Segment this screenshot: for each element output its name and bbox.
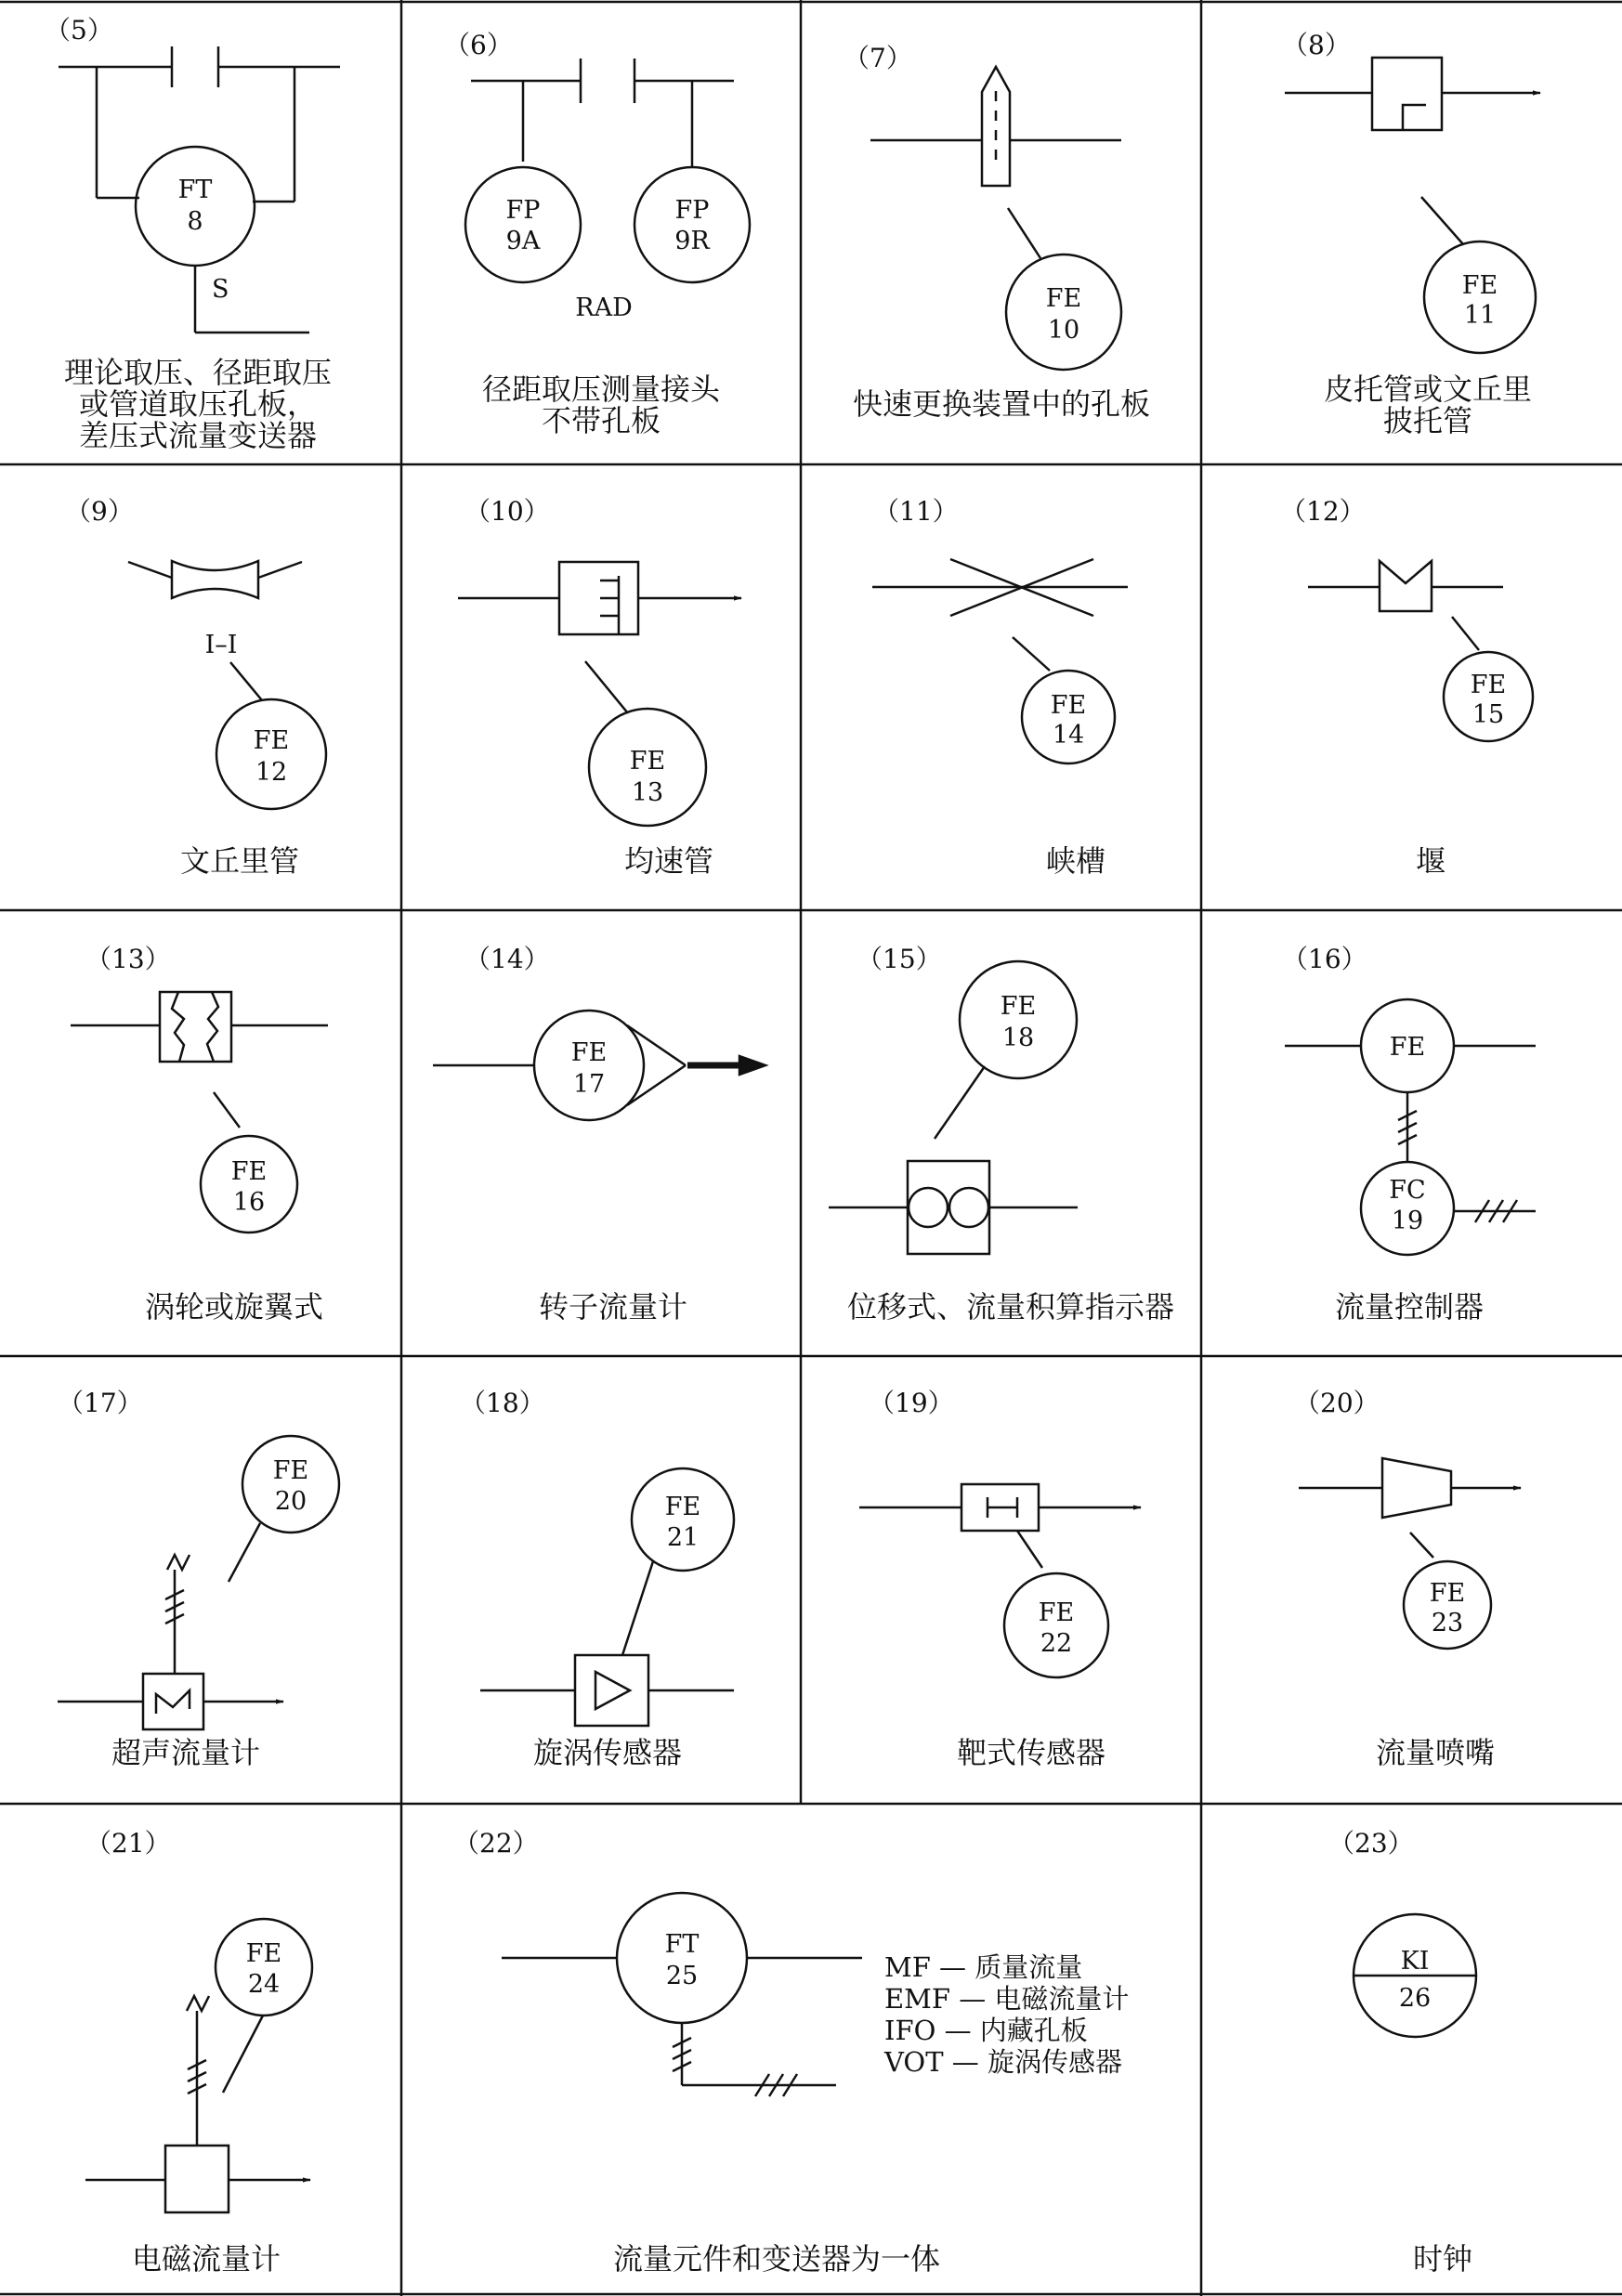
item-number-10: （10） [464, 496, 550, 527]
caption-5-line1: 理论取压、径距取压 [63, 355, 333, 390]
item-number-9: （9） [65, 496, 134, 527]
fp-9a-num: 9A [505, 227, 541, 255]
item-number-12: （12） [1280, 496, 1366, 527]
ft-8-bubble [136, 147, 255, 266]
fe-20-tag: FE [272, 1456, 309, 1485]
legend-vot: VOT — 旋涡传感器 [884, 2046, 1122, 2078]
fe-22-tag: FE [1038, 1598, 1075, 1627]
fc-19-num: 19 [1391, 1207, 1424, 1235]
item-number-22: （22） [453, 1828, 539, 1859]
caption-20: 流量喷嘴 [1375, 1735, 1496, 1770]
item-number-15: （15） [857, 944, 942, 974]
item-number-8: （8） [1282, 30, 1351, 60]
ft-8-num: 8 [187, 207, 203, 236]
cell-9 [128, 561, 326, 809]
caption-10: 均速管 [623, 843, 714, 879]
fe-16-num: 16 [232, 1188, 266, 1217]
fe-24-num: 24 [247, 1970, 281, 1999]
fe-14-num: 14 [1052, 721, 1085, 750]
fe-23-num: 23 [1431, 1609, 1464, 1637]
caption-11: 峡槽 [1045, 843, 1106, 879]
cell-20 [1299, 1458, 1521, 1649]
item-number-18: （18） [460, 1388, 545, 1418]
cell-7 [870, 67, 1121, 370]
cell-19 [859, 1484, 1141, 1677]
cell-10 [458, 562, 741, 826]
cell-11 [872, 559, 1128, 763]
ft-25-num: 25 [665, 1962, 699, 1990]
caption-6-line1: 径距取压测量接头 [481, 372, 721, 407]
item-number-19: （19） [869, 1388, 954, 1418]
caption-5-line2: 或管道取压孔板， [78, 386, 318, 422]
caption-15: 位移式、流量积算指示器 [846, 1289, 1175, 1324]
labels [45, 15, 1532, 2276]
caption-8-line1: 皮托管或文丘里 [1323, 372, 1533, 407]
caption-13: 涡轮或旋翼式 [144, 1289, 324, 1324]
rad-label: RAD [575, 294, 633, 322]
caption-18: 旋涡传感器 [532, 1735, 683, 1770]
cell-22 [502, 1893, 862, 2096]
fp-9r-tag: FP [674, 196, 710, 225]
item-number-14: （14） [464, 944, 550, 974]
item-number-7: （7） [844, 43, 912, 73]
caption-22: 流量元件和变送器为一体 [612, 2241, 941, 2276]
fe-12-tag: FE [253, 726, 290, 755]
fe-18-tag: FE [1000, 992, 1037, 1021]
caption-6-line2: 不带孔板 [541, 403, 661, 438]
fe-10-num: 10 [1047, 316, 1080, 345]
section-label: I–I [204, 631, 238, 659]
fp-9a-bubble [465, 167, 581, 282]
fe-15-tag: FE [1470, 671, 1507, 699]
fe-22-num: 22 [1040, 1629, 1073, 1658]
cell-23 [1354, 1914, 1476, 2037]
item-number-6: （6） [444, 30, 513, 60]
ki-26-num: 26 [1398, 1984, 1432, 2013]
fe-14-tag: FE [1050, 691, 1087, 720]
caption-17: 超声流量计 [111, 1735, 261, 1770]
s-label: S [212, 275, 229, 304]
cell-13 [71, 992, 328, 1233]
fe-21-tag: FE [664, 1493, 701, 1521]
caption-9: 文丘里管 [179, 843, 300, 879]
fe-16-tag: FE [230, 1157, 268, 1186]
fe-17-tag: FE [570, 1038, 608, 1067]
fe-13-tag: FE [629, 747, 666, 776]
caption-16: 流量控制器 [1334, 1289, 1485, 1324]
ft-25-tag: FT [664, 1930, 700, 1959]
caption-8-line2: 披托管 [1382, 403, 1473, 438]
fe-13-num: 13 [631, 778, 664, 807]
fe-20-num: 20 [274, 1487, 307, 1516]
fe-11-tag: FE [1461, 271, 1498, 300]
item-number-5: （5） [45, 15, 113, 46]
fe-12-num: 12 [255, 758, 288, 787]
fe-23-tag: FE [1429, 1579, 1466, 1608]
caption-21: 电磁流量计 [131, 2241, 281, 2276]
caption-7: 快速更换装置中的孔板 [852, 386, 1151, 422]
legend-mf: MF — 质量流量 [884, 1951, 1083, 1983]
item-number-20: （20） [1294, 1388, 1380, 1418]
fe-11-num: 11 [1463, 301, 1497, 330]
fe-10-tag: FE [1045, 284, 1082, 313]
caption-12: 堰 [1415, 843, 1446, 879]
cell-8 [1285, 58, 1540, 353]
caption-5-line3: 差压式流量变送器 [78, 418, 318, 453]
fe-15-num: 15 [1472, 700, 1505, 729]
fe-24-tag: FE [245, 1939, 282, 1968]
ft-8-tag: FT [177, 176, 213, 204]
fp-9a-tag: FP [505, 196, 541, 225]
item-number-11: （11） [873, 496, 959, 527]
fc-19-tag: FC [1389, 1176, 1426, 1205]
cell-15 [829, 961, 1078, 1254]
fe-tag: FE [1389, 1033, 1426, 1062]
item-number-21: （21） [85, 1828, 171, 1859]
ki-26-tag: KI [1400, 1947, 1430, 1976]
caption-23: 时钟 [1412, 2241, 1473, 2276]
item-number-23: （23） [1328, 1828, 1414, 1859]
fp-9r-bubble [634, 167, 750, 282]
fe-18-num: 18 [1001, 1024, 1035, 1052]
fp-9r-num: 9R [674, 227, 710, 255]
caption-19: 靶式传感器 [956, 1735, 1106, 1770]
fe-17-num: 17 [572, 1070, 606, 1099]
caption-14: 转子流量计 [538, 1289, 688, 1324]
fe-21-num: 21 [666, 1523, 700, 1552]
legend-emf: EMF — 电磁流量计 [884, 1983, 1130, 2015]
item-number-17: （17） [58, 1388, 143, 1418]
legend-ifo: IFO — 内藏孔板 [884, 2015, 1088, 2046]
item-number-13: （13） [85, 944, 171, 974]
item-number-16: （16） [1282, 944, 1367, 974]
